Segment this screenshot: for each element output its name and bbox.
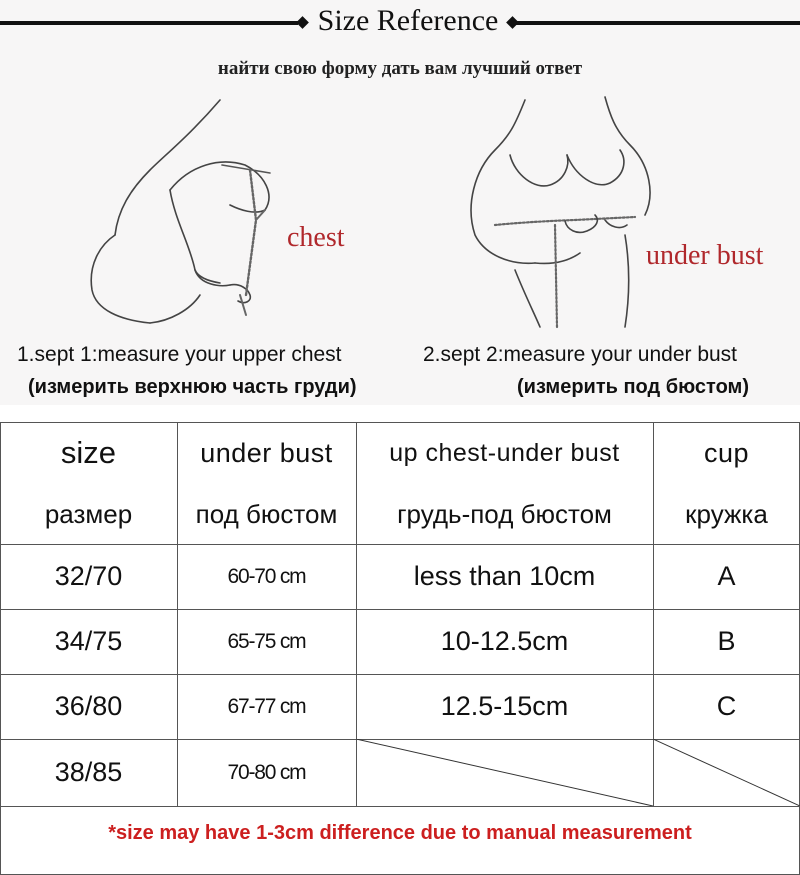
step2-instruction: 2.sept 2:measure your under bust: [423, 343, 738, 366]
title-rule-right: [516, 21, 800, 25]
table-cell-difference: [356, 739, 653, 806]
header-cup: cup: [703, 437, 750, 468]
table-cell-difference: less than 10cm: [413, 561, 596, 591]
table-cell-difference: 12.5-15cm: [440, 691, 569, 721]
reference-panel: [0, 0, 800, 405]
under-bust-label: under bust: [646, 240, 764, 271]
title-bar: [0, 0, 800, 46]
header-size: size: [60, 435, 117, 470]
table-cell-difference: 10-12.5cm: [440, 626, 569, 656]
table-cell-cup: A: [717, 561, 736, 591]
header-under-bust: under bust: [200, 437, 333, 468]
title-diamond-left-icon: [296, 16, 309, 29]
table-cell-under-bust: 70-80 cm: [227, 760, 306, 784]
table-cell-cup: C: [716, 691, 737, 721]
upper-chest-illustration: [70, 95, 290, 330]
header-difference: up chest-under bust: [389, 438, 620, 467]
step1-instruction: 1.sept 1:measure your upper chest: [17, 343, 342, 366]
table-rule: [0, 806, 800, 807]
table-cell-under-bust: 60-70 cm: [227, 564, 306, 588]
chest-label: chest: [287, 222, 345, 253]
size-table: [0, 422, 800, 875]
table-cell-size: 36/80: [54, 691, 123, 721]
table-cell-under-bust: 67-77 cm: [227, 694, 306, 718]
header-size-ru: размер: [44, 498, 133, 529]
under-bust-illustration: [455, 95, 670, 330]
header-cup-ru: кружка: [685, 498, 768, 529]
header-under-bust-ru: под бюстом: [195, 498, 338, 529]
step1-instruction-ru: (измерить верхнюю часть груди): [28, 376, 357, 398]
header-difference-ru: грудь-под бюстом: [397, 498, 612, 529]
page-title: Size Reference: [317, 4, 499, 37]
title-rule-left: [0, 21, 298, 25]
table-cell-size: 32/70: [54, 561, 123, 591]
measurement-note: *size may have 1-3cm difference due to manual measurement: [108, 822, 692, 844]
table-cell-size: 34/75: [54, 626, 123, 656]
step2-instruction-ru: (измерить под бюстом): [517, 376, 749, 398]
page-subtitle: найти свою форму дать вам лучший ответ: [217, 58, 583, 79]
table-cell-cup: B: [717, 626, 736, 656]
table-cell-cup: [653, 739, 800, 806]
table-cell-under-bust: 65-75 cm: [227, 629, 306, 653]
table-cell-size: 38/85: [54, 757, 123, 787]
